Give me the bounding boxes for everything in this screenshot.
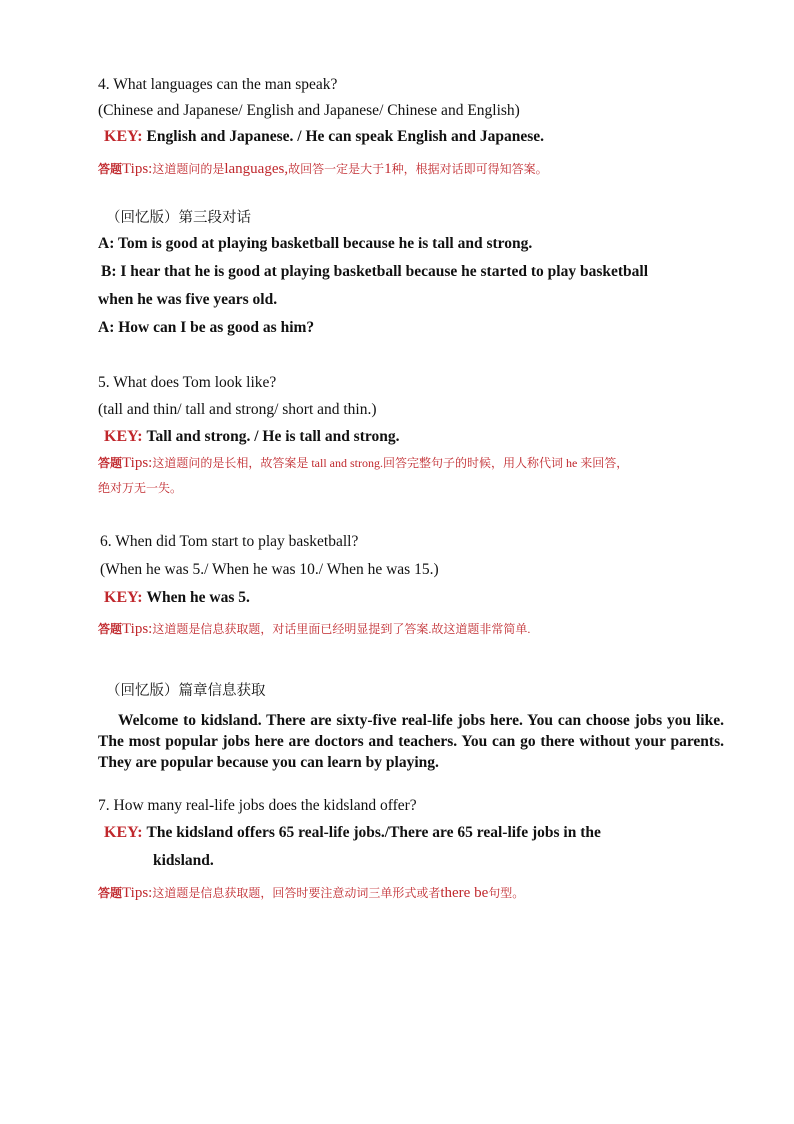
q4-key [104,128,544,146]
key-answer: English and Japanese. / He can speak English and Japanese. [146,128,545,145]
key-label: KEY: [104,428,143,445]
dialogue-line: when he was five years old. [98,291,278,308]
tip-lead: 答题 [98,886,123,900]
tip-text: 故回答一定是大于 [288,162,385,176]
key-answer: When he was 5. [146,589,250,606]
key-label: KEY: [104,824,143,841]
tip-word: Tips: [122,455,153,471]
tip-word: Tips: [122,621,153,637]
dialogue-line: B: I hear that he is good at playing basketball because he started to play basketball [101,263,649,280]
q4-question: 4. What languages can the man speak? [98,76,338,93]
q5-tips-line2: 绝对万无一失。 [98,481,183,495]
q5-tips [98,454,628,472]
section3-title: （回忆版）第三段对话 [106,210,251,226]
key-label: KEY: [104,128,143,145]
key-answer: Tall and strong. / He is tall and strong. [146,428,400,445]
section4-title: （回忆版）篇章信息获取 [106,683,266,699]
key-label: KEY: [104,589,143,606]
tip-text: 这道题是信息获取题，回答时要注意动词三单形式或者 [152,886,441,900]
key-answer: The kidsland offers 65 real-life jobs./There are 65 real-life jobs in the [146,824,601,841]
key-answer-continued: kidsland. [153,852,214,869]
tip-text: 句型。 [488,886,525,900]
tip-term: languages, [224,161,289,177]
q7-tips [98,884,524,902]
dialogue-line: A: How can I be as good as him? [98,319,315,336]
q5-key [104,428,399,446]
q4-options: (Chinese and Japanese/ English and Japanese/ Chinese and English) [98,102,520,119]
q6-tips [98,620,530,638]
q6-question: 6. When did Tom start to play basketball? [100,533,359,550]
q5-question: 5. What does Tom look like? [98,374,277,391]
q4-tips [98,160,548,178]
q6-key [104,589,250,607]
tip-lead: 答题 [98,162,123,176]
tip-lead: 答题 [98,622,123,636]
tip-word: Tips: [122,161,153,177]
tip-term: there be [440,885,489,901]
tip-text: 种，根据对话即可得知答案。 [391,162,548,176]
tip-text: 这道题问的是长相，故答案是 tall and strong.回答完整句子的时候，用人称代词 he 来回答， [152,456,629,470]
q5-options: (tall and thin/ tall and strong/ short and thin.) [98,401,377,418]
tip-text: 这道题是信息获取题，对话里面已经明显提到了答案.故这道题非常简单. [152,622,531,636]
dialogue-line: A: Tom is good at playing basketball because he is tall and strong. [98,235,533,252]
tip-word: Tips: [122,885,153,901]
tip-number: 1 [384,161,392,177]
passage: Welcome to kidsland. There are sixty-five real-life jobs here. You can choose jobs you like. The most popular jobs here are doctors and teachers. You can go there without your parents. They are popular because you can learn by playing. [98,712,724,771]
q7-key [104,824,601,842]
q6-options: (When he was 5./ When he was 10./ When he was 15.) [100,561,439,578]
tip-lead: 答题 [98,456,123,470]
q7-question: 7. How many real-life jobs does the kidsland offer? [98,797,417,814]
tip-text: 这道题问的是 [152,162,225,176]
